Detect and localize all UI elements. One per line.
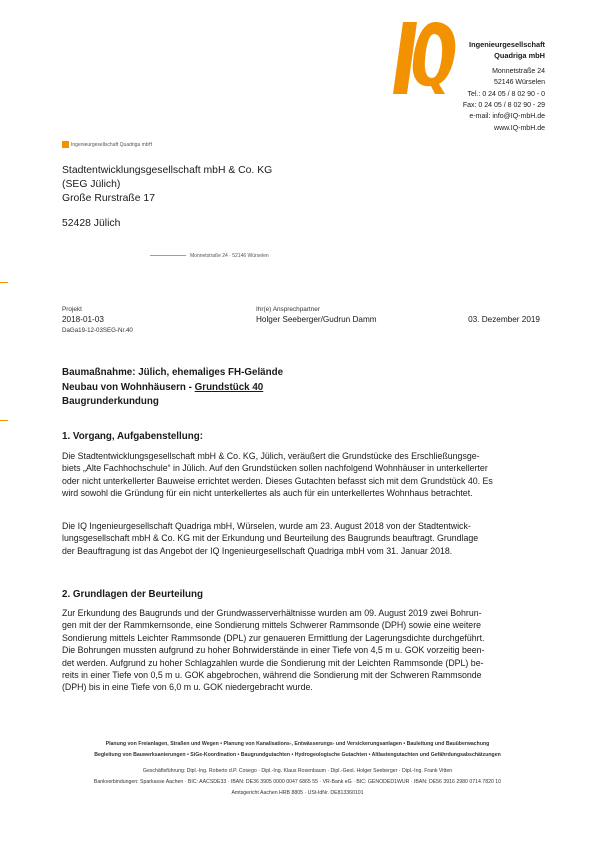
letter-date: 03. Dezember 2019 [468, 315, 540, 324]
recipient-line4: 52428 Jülich [62, 217, 121, 229]
section2-paragraph: Zur Erkundung des Baugrunds und der Grundwasserverhältnisse wurden am 09. August 2019 zwei Bohrun- gen mit der der Rammkernsonde, eine Sondierung mittels Schwerer Rammsonde (DPH) sowie eine weitere Sondierung mittels Leichter Rammsonde (DPL) zur genaueren Ermittlung der Lagerungsdichte durchgeführt. Die Bohrungen mussten aufgrund zu hoher Bohrwiderstände in einer Tiefe von 4,5 m u. GOK vorzeitig been- det werden. Aufgrund zu hoher Schlagzahlen wurde die Sondierung mit der Leichten Rammsonde (DPL) be- reits in einer Tiefe von 0,5 m u. GOK abgebrochen, während die Sondierung mit der Schweren Rammsonde (DPH) bis in eine Tiefe von 6,0 m u. GOK niedergebracht wurde. [62, 608, 485, 693]
fold-mark [0, 282, 8, 283]
company-city: 52146 Würselen [494, 79, 545, 87]
subject-line1: Baumaßnahme: Jülich, ehemaliges FH-Gelände [62, 367, 284, 378]
footer-services-2: Begleitung von Bauwerksanierungen • SiGe-Koordination • Baugrundgutachten • Hydrogeologische Gutachten • Altlastengutachten und Gefährdungsabschätzungen [94, 752, 501, 759]
project-sub: DaGa19-12-03SEG-Nr.40 [62, 327, 133, 334]
subject [62, 366, 283, 410]
company-web: www.IQ-mbH.de [494, 124, 545, 132]
recipient-line3: Große Rurstraße 17 [62, 193, 155, 205]
recipient-line2: (SEG Jülich) [62, 179, 121, 191]
orange-dash [150, 255, 186, 256]
footer-services-1: Planung von Freianlagen, Straßen und Wegen • Planung von Kanalisations-, Entwässerungs- und Versickerungsanlagen • Bauleitung und Bauüberwachung [105, 741, 490, 747]
footer-bank: Bankverbindungen: Sparkasse Aachen · BIC: AACSDE33 · IBAN: DE36 3905 0000 0047 6865 55 · VR-Bank eG · BIC: GENODED1WUR · IBAN: DE56 3916 2980 0714 7820 10 [93, 778, 502, 785]
recipient-line1: Stadtentwicklungsgesellschaft mbH & Co. KG [62, 165, 273, 176]
subject-plot: Grundstück 40 [194, 381, 264, 393]
return-address: Monnetstraße 24 · 52146 Würselen [150, 253, 269, 259]
company-fax: Fax: 0 24 05 / 8 02 90 - 29 [462, 102, 545, 110]
section2-heading: 2. Grundlagen der Beurteilung [62, 589, 203, 600]
company-street: Monnetstraße 24 [492, 67, 545, 75]
contact-label: Ihr(e) Ansprechpartner [256, 306, 320, 313]
company-name-2: Quadriga mbH [494, 51, 545, 61]
company-email: e-mail: info@IQ-mbH.de [469, 113, 545, 121]
footer-register: Amtsgericht Aachen HRB 8805 · USt-IdNr. DE813360101 [231, 790, 364, 797]
section1-heading: 1. Vorgang, Aufgabenstellung: [62, 431, 203, 442]
project-value: 2018-01-03 [62, 315, 104, 324]
iq-mini-logo-icon [62, 141, 69, 148]
contact-value: Holger Seeberger/Gudrun Damm [256, 315, 377, 324]
footer-management: Geschäftsführung: Dipl.-Ing. Roberto d.P. Cosego · Dipl.-Ing. Klaus Rosenbaum · Dipl.-Geol. Holger Seeberger · Dipl.-Ing. Frank Vitten [142, 767, 453, 774]
recipient-address [62, 164, 272, 231]
project-label: Projekt [62, 306, 82, 313]
company-name-1: Ingenieurgesellschaft [469, 40, 545, 49]
footer [40, 739, 555, 799]
company-info [463, 39, 545, 134]
sender-small: Ingenieurgesellschaft Quadriga mbH [62, 141, 152, 148]
fold-mark [0, 420, 8, 421]
section1-paragraph1: Die Stadtentwicklungsgesellschaft mbH & Co. KG, Jülich, veräußert die Grundstücke des Erschließungsge- biets „Alte Fachhochschule“ in Jülich. Auf den Grundstücken sollen nachfolgend Wohnhäuser in unterkellerter oder nicht unterkellerter Bauweise errichtet werden. Dieses Gutachten befasst sich mit dem Grundstück 40. Es wird sowohl die Gründung für ein nicht unterkellertes als auch für ein unterkellertes Wohnhaus betrachtet. [62, 451, 493, 499]
subject-line3: Baugrunderkundung [62, 396, 159, 407]
company-tel: Tel.: 0 24 05 / 8 02 90 - 0 [467, 90, 545, 98]
subject-line2: Neubau von Wohnhäusern - Grundstück 40 [62, 381, 264, 393]
section1-paragraph2: Die IQ Ingenieurgesellschaft Quadriga mbH, Würselen, wurde am 23. August 2018 von der Stadtentwick- lungsgesellschaft mbH & Co. KG mit der Erkundung und Beurteilung des Baugrunds beauftragt. Grundlage der Beauftragung ist das Angebot der IQ Ingenieurgesellschaft Quadriga mbH vom 31. Januar 2018. [62, 521, 479, 556]
iq-logo [393, 22, 457, 94]
